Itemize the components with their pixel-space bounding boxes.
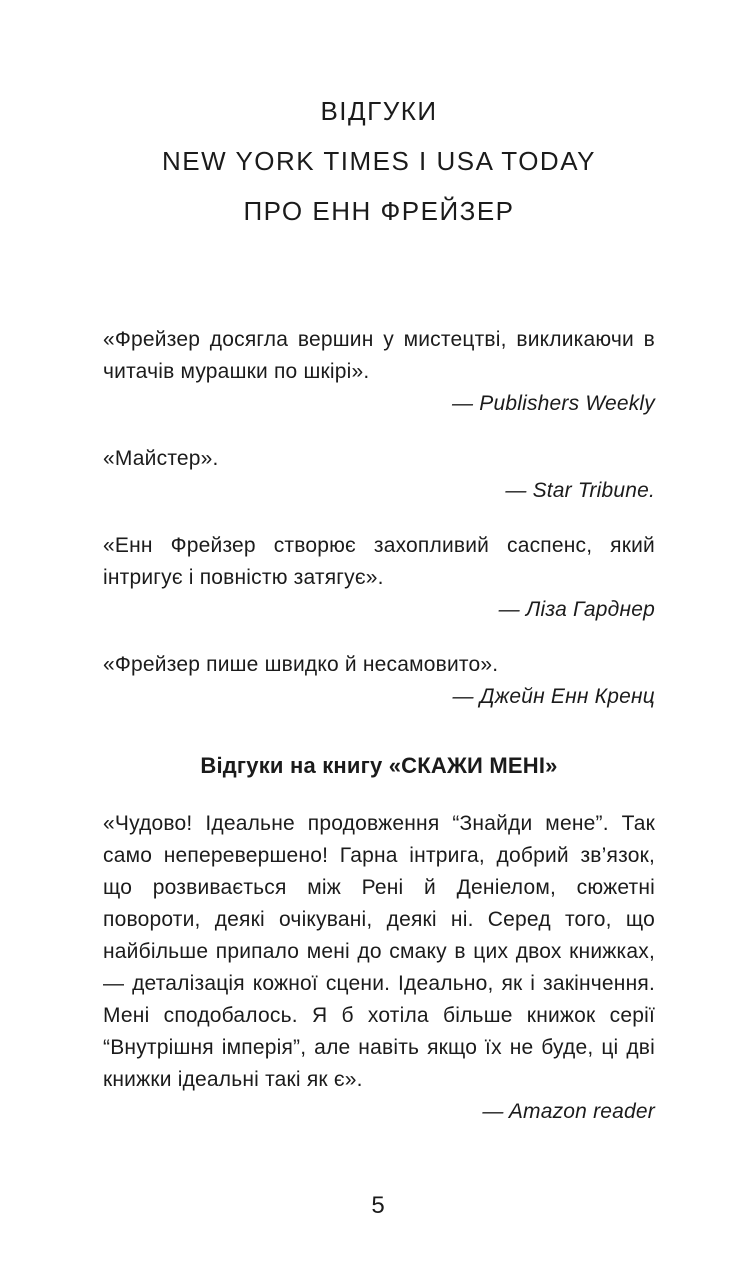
book-reviews-section <box>103 808 655 1128</box>
review-quote: «Енн Фрейзер створює захопливий саспенс, який інтригує і повністю затягує». <box>103 534 655 589</box>
press-reviews-section <box>103 324 655 713</box>
review-quote: «Фрейзер досягла вершин у мистецтві, викликаючи в читачів мурашки по шкірі». <box>103 328 655 383</box>
page-number: 5 <box>371 1192 385 1219</box>
review-quote: «Майстер». <box>103 447 219 470</box>
review-quote: «Чудово! Ідеальне продовження “Знайди мене”. Так само неперевершено! Гарна інтрига, добрий зв’язок, що розвивається між Рені й Деніелом, сюжетні повороти, деякі очікувані, деякі ні. Серед того, що найбільше припало мені до смаку в цих двох книжках, — деталізація кожної сцени. Ідеально, як і закінчення. Мені сподобалось. Я б хотіла більше книжок серії “Внутрішня імперія”, але навіть якщо їх не буде, ці дві книжки ідеальні такі як є». <box>103 812 655 1091</box>
review-star-tribune <box>103 443 655 507</box>
review-publishers-weekly <box>103 324 655 420</box>
review-attribution: — Джейн Енн Кренц <box>452 685 655 708</box>
review-attribution: — Publishers Weekly <box>452 392 655 415</box>
review-jayne-ann-krentz <box>103 649 655 713</box>
title-line-2: NEW YORK TIMES І USA TODAY <box>162 146 596 176</box>
review-attribution: — Amazon reader <box>482 1100 655 1123</box>
page-title <box>103 86 655 236</box>
book-page <box>0 86 756 1267</box>
text-block <box>0 86 756 1128</box>
review-attribution: — Ліза Гарднер <box>498 598 655 621</box>
review-attribution: — Star Tribune. <box>505 479 655 502</box>
title-line-1: ВІДГУКИ <box>320 96 438 126</box>
review-lisa-gardner <box>103 530 655 626</box>
section-heading-tell-me: Відгуки на книгу «СКАЖИ МЕНІ» <box>200 753 558 778</box>
review-amazon-reader <box>103 808 655 1128</box>
title-line-3: ПРО ЕНН ФРЕЙЗЕР <box>243 196 515 226</box>
review-quote: «Фрейзер пише швидко й несамовито». <box>103 653 499 676</box>
